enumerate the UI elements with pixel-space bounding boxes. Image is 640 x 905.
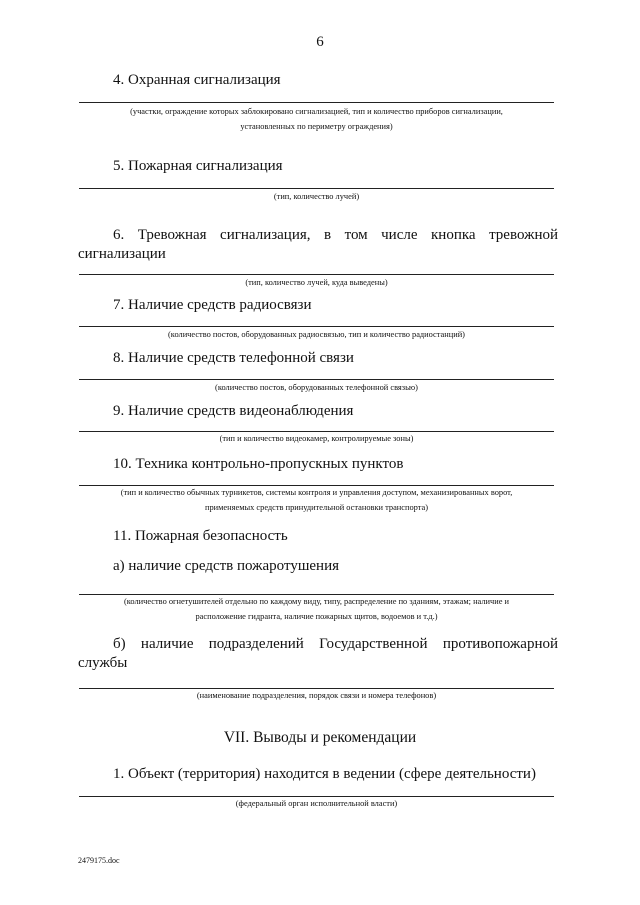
item-10-caption-2: применяемых средств принудительной остановки транспорта) [204, 503, 429, 512]
conclusion-caption: (федеральный орган исполнительной власти) [235, 799, 398, 808]
item-4-heading: 4. Охранная сигнализация [113, 72, 281, 88]
item-6-heading [78, 226, 558, 244]
item-11a-heading: а) наличие средств пожаротушения [113, 558, 340, 574]
conclusion-heading: 1. Объект (территория) находится в ведении (сфере деятельности) [113, 766, 536, 782]
section-title: VII. Выводы и рекомендации [223, 729, 417, 746]
item-11b-heading-text: б) наличие подразделений Государственной противопожарной [113, 636, 558, 652]
item-4-fill-line [79, 102, 554, 103]
item-6-caption: (тип, количество лучей, куда выведены) [245, 278, 388, 287]
item-7-heading: 7. Наличие средств радиосвязи [113, 297, 312, 313]
item-6-heading-text: 6. Тревожная сигнализация, в том числе кнопка тревожной [113, 227, 558, 243]
item-9-caption: (тип и количество видеокамер, контролируемые зоны) [219, 434, 414, 443]
item-11-heading: 11. Пожарная безопасность [113, 528, 288, 544]
item-7-caption: (количество постов, оборудованных радиосвязью, тип и количество радиостанций) [168, 330, 465, 339]
item-11b-heading-cont: службы [78, 655, 128, 671]
item-11b-heading [78, 635, 558, 653]
item-8-heading: 8. Наличие средств телефонной связи [113, 350, 354, 366]
item-10-heading: 10. Техника контрольно-пропускных пунктов [113, 456, 404, 472]
item-10-caption-1: (тип и количество обычных турникетов, системы контроля и управления доступом, механизированных ворот, [120, 488, 513, 497]
footer-doc-name: 2479175.doc [78, 856, 120, 865]
page-number: 6 [316, 34, 324, 50]
item-6-heading-cont: сигнализации [78, 246, 166, 262]
item-5-caption: (тип, количество лучей) [273, 192, 360, 201]
item-4-caption-2: установленных по периметру ограждения) [240, 122, 393, 131]
item-11a-caption-1: (количество огнетушителей отдельно по каждому виду, типу, распределение по зданиям, этажам; наличие и [123, 597, 509, 606]
item-9-heading: 9. Наличие средств видеонаблюдения [113, 403, 354, 419]
item-11b-caption: (наименование подразделения, порядок связи и номера телефонов) [196, 691, 437, 700]
item-4-caption-1: (участки, ограждение которых заблокировано сигнализацией, тип и количество приборов сигнализации, [130, 107, 503, 116]
item-5-heading: 5. Пожарная сигнализация [113, 158, 283, 174]
item-11a-caption-2: расположение гидранта, наличие пожарных щитов, водоемов и т.д.) [195, 612, 438, 621]
item-8-caption: (количество постов, оборудованных телефонной связью) [215, 383, 418, 392]
